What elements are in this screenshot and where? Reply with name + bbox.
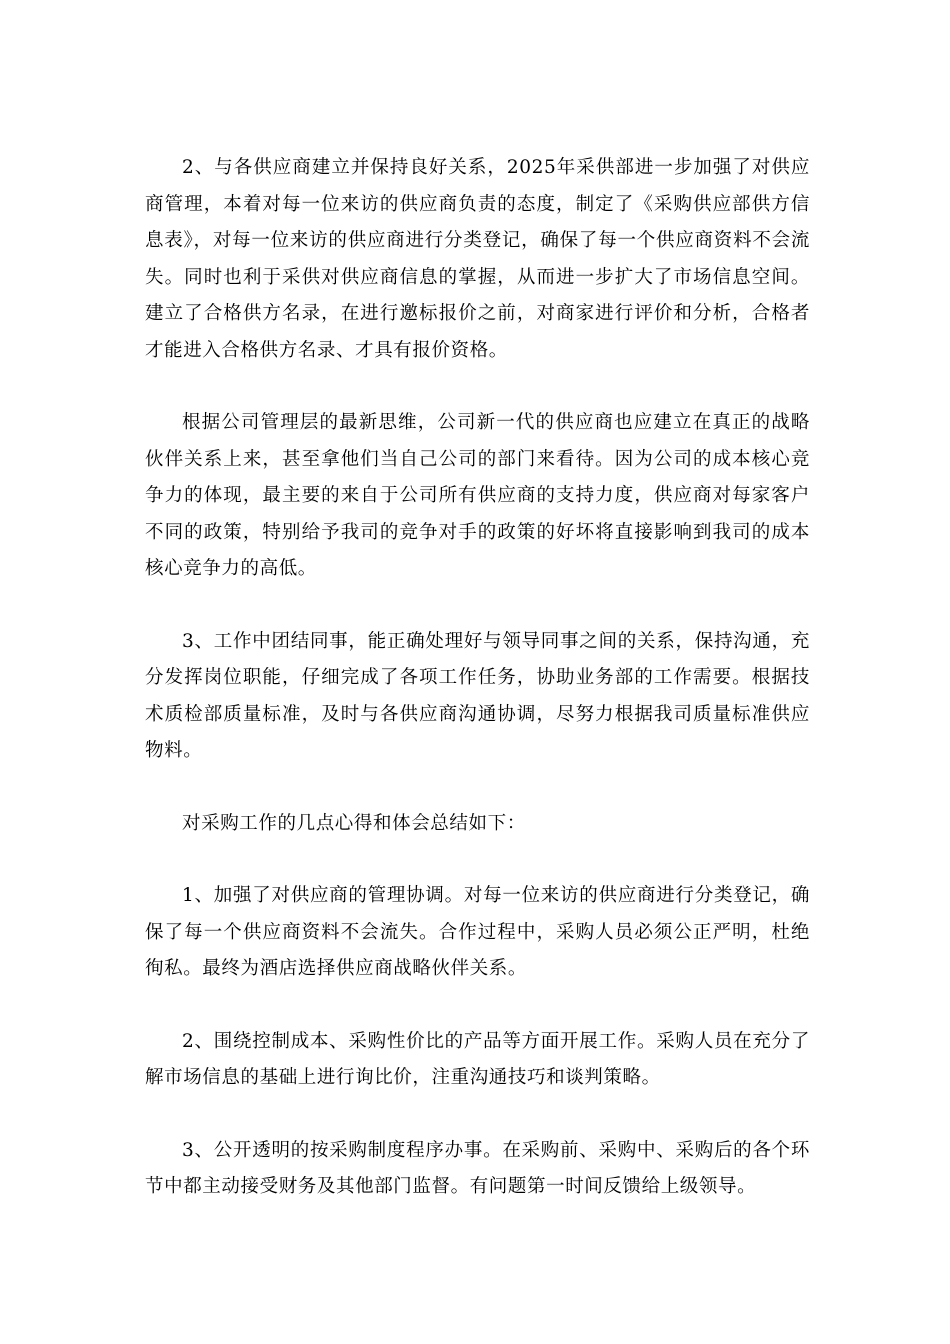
paragraph-point-2: 2、围绕控制成本、采购性价比的产品等方面开展工作。采购人员在充分了解市场信息的基础上进行询比价，注重沟通技巧和谈判策略。 [145, 1030, 810, 1088]
document-body [145, 150, 810, 1242]
paragraph-teamwork: 3、工作中团结同事，能正确处理好与领导同事之间的关系，保持沟通，充分发挥岗位职能，仔细完成了各项工作任务，协助业务部的工作需要。根据技术质检部质量标准，及时与各供应商沟通协调，尽努力根据我司质量标准供应物料。 [145, 630, 810, 761]
paragraph-point-1: 1、加强了对供应商的管理协调。对每一位来访的供应商进行分类登记，确保了每一个供应商资料不会流失。合作过程中，采购人员必须公正严明，杜绝徇私。最终为酒店选择供应商战略伙伴关系。 [145, 885, 810, 979]
paragraph-summary-intro: 对采购工作的几点心得和体会总结如下： [182, 812, 526, 834]
paragraph-supplier-relations: 2、与各供应商建立并保持良好关系，2025年采供部进一步加强了对供应商管理，本着对每一位来访的供应商负责的态度，制定了《采购供应部供方信息表》，对每一位来访的供应商进行分类登记，确保了每一个供应商资料不会流失。同时也利于采供对供应商信息的掌握，从而进一步扩大了市场信息空间。建立了合格供方名录，在进行邀标报价之前，对商家进行评价和分析，合格者才能进入合格供方名录、才具有报价资格。 [145, 157, 810, 361]
paragraph-point-3: 3、公开透明的按采购制度程序办事。在采购前、采购中、采购后的各个环节中都主动接受财务及其他部门监督。有问题第一时间反馈给上级领导。 [145, 1139, 810, 1197]
paragraph-strategic-partnership: 根据公司管理层的最新思维，公司新一代的供应商也应建立在真正的战略伙伴关系上来，甚至拿他们当自己公司的部门来看待。因为公司的成本核心竞争力的体现，最主要的来自于公司所有供应商的支持力度，供应商对每家客户不同的政策，特别给予我司的竞争对手的政策的好坏将直接影响到我司的成本核心竞争力的高低。 [145, 412, 810, 579]
